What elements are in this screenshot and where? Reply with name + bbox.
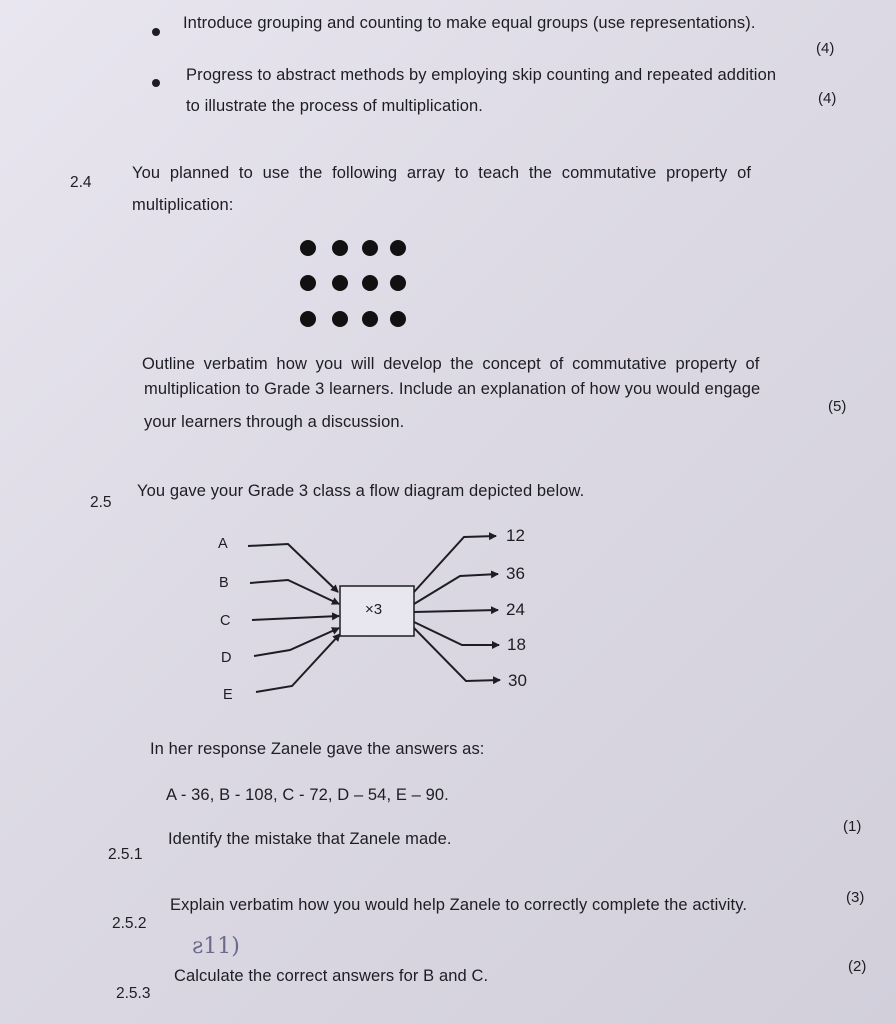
flow-arrow-24 xyxy=(414,610,498,612)
flow-input-e: E xyxy=(223,687,233,703)
flow-output-30: 30 xyxy=(508,671,527,690)
zanele-response-answers: A - 36, B - 108, C - 72, D – 54, E – 90. xyxy=(166,786,449,804)
flow-operator-label: ×3 xyxy=(365,601,383,618)
flow-input-d: D xyxy=(221,650,232,666)
bullet-text-abstract-1: Progress to abstract methods by employing skip counting and repeated addition xyxy=(186,66,777,84)
zanele-response-intro: In her response Zanele gave the answers as: xyxy=(150,740,485,758)
question-2-4-outline-2: multiplication to Grade 3 learners. Include an explanation of how you would engage xyxy=(144,380,761,398)
bullet-text-grouping: Introduce grouping and counting to make equal groups (use representations). xyxy=(183,14,756,32)
flow-arrow-c xyxy=(252,616,339,620)
subquestion-2-5-3-mark: (2) xyxy=(848,958,867,975)
question-2-4-outline-1: Outline verbatim how you will develop the concept of commutative property of xyxy=(142,355,760,373)
question-2-4-outline-3: your learners through a discussion. xyxy=(144,413,405,431)
subquestion-2-5-2-mark: (3) xyxy=(846,889,865,906)
flow-input-a: A xyxy=(218,536,228,552)
question-2-4-text-2: multiplication: xyxy=(132,196,234,214)
question-number-2-5: 2.5 xyxy=(90,494,112,511)
handwritten-note: ƨ11) xyxy=(192,934,240,959)
subquestion-number-2-5-1: 2.5.1 xyxy=(108,846,143,863)
flow-input-c: C xyxy=(220,613,231,629)
subquestion-2-5-1-text: Identify the mistake that Zanele made. xyxy=(168,830,452,848)
flow-arrow-d xyxy=(254,628,339,656)
flow-output-24: 24 xyxy=(506,600,525,619)
subquestion-number-2-5-2: 2.5.2 xyxy=(112,915,147,932)
question-2-5-text: You gave your Grade 3 class a flow diagram depicted below. xyxy=(137,482,585,500)
subquestion-2-5-2-text: Explain verbatim how you would help Zanele to correctly complete the activity. xyxy=(170,896,748,914)
bullet-mark: (4) xyxy=(816,40,835,57)
flow-output-12: 12 xyxy=(506,526,525,545)
subquestion-2-5-3-text: Calculate the correct answers for B and C. xyxy=(174,967,489,985)
flow-arrow-a xyxy=(248,544,338,592)
flow-output-36: 36 xyxy=(506,564,525,583)
flow-arrow-e xyxy=(256,634,340,692)
flow-arrow-12 xyxy=(414,536,496,592)
flow-arrow-30 xyxy=(414,628,500,681)
question-2-4-mark: (5) xyxy=(828,398,847,415)
bullet-mark: (4) xyxy=(818,90,837,107)
flow-input-b: B xyxy=(219,575,229,591)
flow-output-18: 18 xyxy=(507,635,526,654)
subquestion-number-2-5-3: 2.5.3 xyxy=(116,985,151,1002)
flow-arrow-b xyxy=(250,580,339,604)
question-number-2-4: 2.4 xyxy=(70,174,92,191)
bullet-text-abstract-2: to illustrate the process of multiplication. xyxy=(186,97,483,115)
question-2-4-text-1: You planned to use the following array to teach the commutative property of xyxy=(132,164,752,182)
subquestion-2-5-1-mark: (1) xyxy=(843,818,862,835)
